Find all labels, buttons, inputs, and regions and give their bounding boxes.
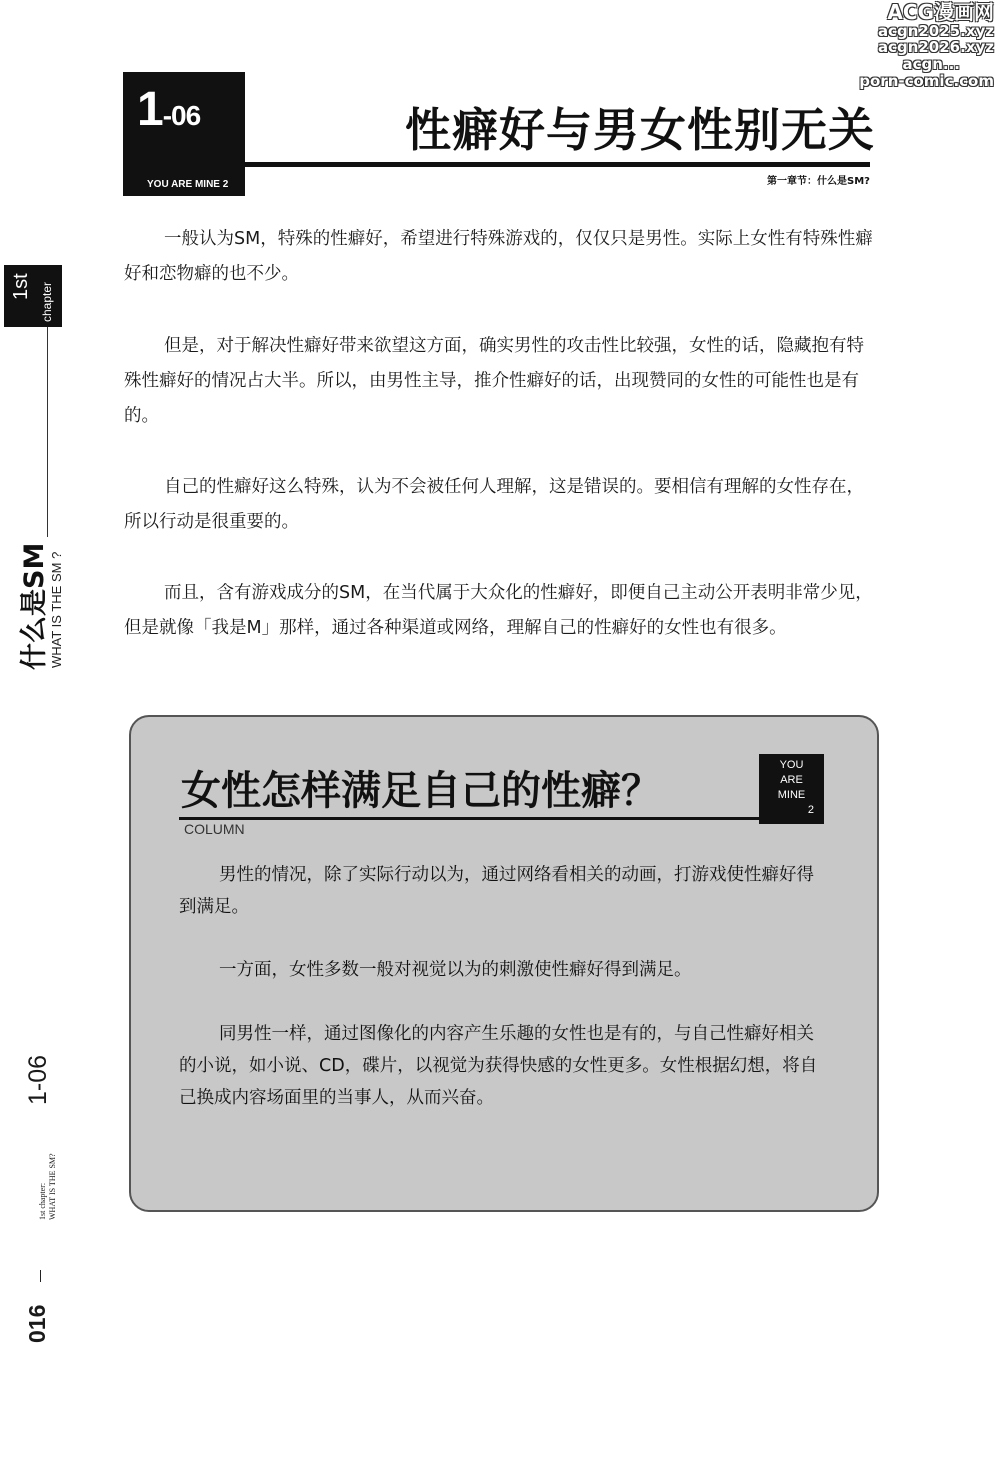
watermark-title: ACG漫画网 — [887, 0, 994, 24]
body-paragraph-4: 而且，含有游戏成分的SM，在当代属于大众化的性癖好，即便自己主动公开表明非常少见，但是就像「我是M」那样，通过各种渠道或网络，理解自己的性癖好的女性也有很多。 — [124, 583, 873, 638]
page-title: 性癖好与男女性别无关 — [405, 103, 875, 157]
series-label: YOU ARE MINE 2 — [147, 179, 229, 190]
title-divider — [245, 162, 870, 167]
body-paragraph-1: 一般认为SM，特殊的性癖好，希望进行特殊游戏的，仅仅只是男性。实际上女性有特殊性癖好和恋物癖的也不少。 — [124, 229, 873, 284]
body-paragraph-2: 但是，对于解决性癖好带来欲望这方面，确实男性的攻击性比较强，女性的话，隐藏抱有特殊性癖好的情况占大半。所以，由男性主导，推介性癖好的话，出现赞同的女性的可能性也是有的。 — [124, 336, 864, 426]
watermark-url-2: acgn2026.xyz — [877, 38, 994, 56]
sidebar-title-cn: 什么是SM — [19, 542, 50, 670]
section-number-box — [123, 72, 245, 196]
column-label: COLUMN — [184, 821, 245, 837]
column-box — [129, 715, 879, 1212]
sidebar-divider — [47, 327, 48, 537]
column-title: 女性怎样满足自己的性癖？ — [181, 768, 661, 814]
page-number: 016 — [24, 1304, 50, 1343]
watermark-url-1: acgn2025.xyz — [877, 22, 994, 40]
column-badge: YOU ARE MINE 2 — [759, 754, 824, 824]
sidebar-title-en: WHAT IS THE SM ? — [49, 551, 64, 668]
page-number-divider — [40, 1270, 41, 1282]
chapter-tab-number: 1st — [10, 273, 32, 300]
column-paragraph-1: 男性的情况，除了实际行动以为，通过网络看相关的动画，打游戏使性癖好得到满足。 — [179, 865, 814, 917]
column-paragraph-2: 一方面，女性多数一般对视觉以为的刺激使性癖好得到满足。 — [219, 960, 692, 980]
watermark-url-4: porn-comic.com — [859, 72, 994, 90]
chapter-tab-label: chapter — [40, 281, 54, 322]
body-paragraph-3: 自己的性癖好这么特殊，认为不会被任何人理解，这是错误的。要相信有理解的女性存在，所以行动是很重要的。 — [124, 477, 864, 532]
section-number: 1-06 — [137, 83, 201, 136]
column-title-divider — [179, 817, 809, 820]
sidebar-chapter-caption: 1st chapter: WHAT IS THE SM? — [38, 1153, 57, 1220]
watermark-url-3: acgn... — [902, 55, 960, 73]
breadcrumb: 第一章节：什么是SM? — [767, 176, 870, 187]
column-paragraph-3: 同男性一样，通过图像化的内容产生乐趣的女性也是有的，与自己性癖好相关的小说，如小说、CD，碟片，以视觉为获得快感的女性更多。女性根据幻想，将自己换成内容场面里的当事人，从而兴奋。 — [179, 1024, 818, 1108]
sidebar-section-number: 1-06 — [24, 1054, 52, 1105]
